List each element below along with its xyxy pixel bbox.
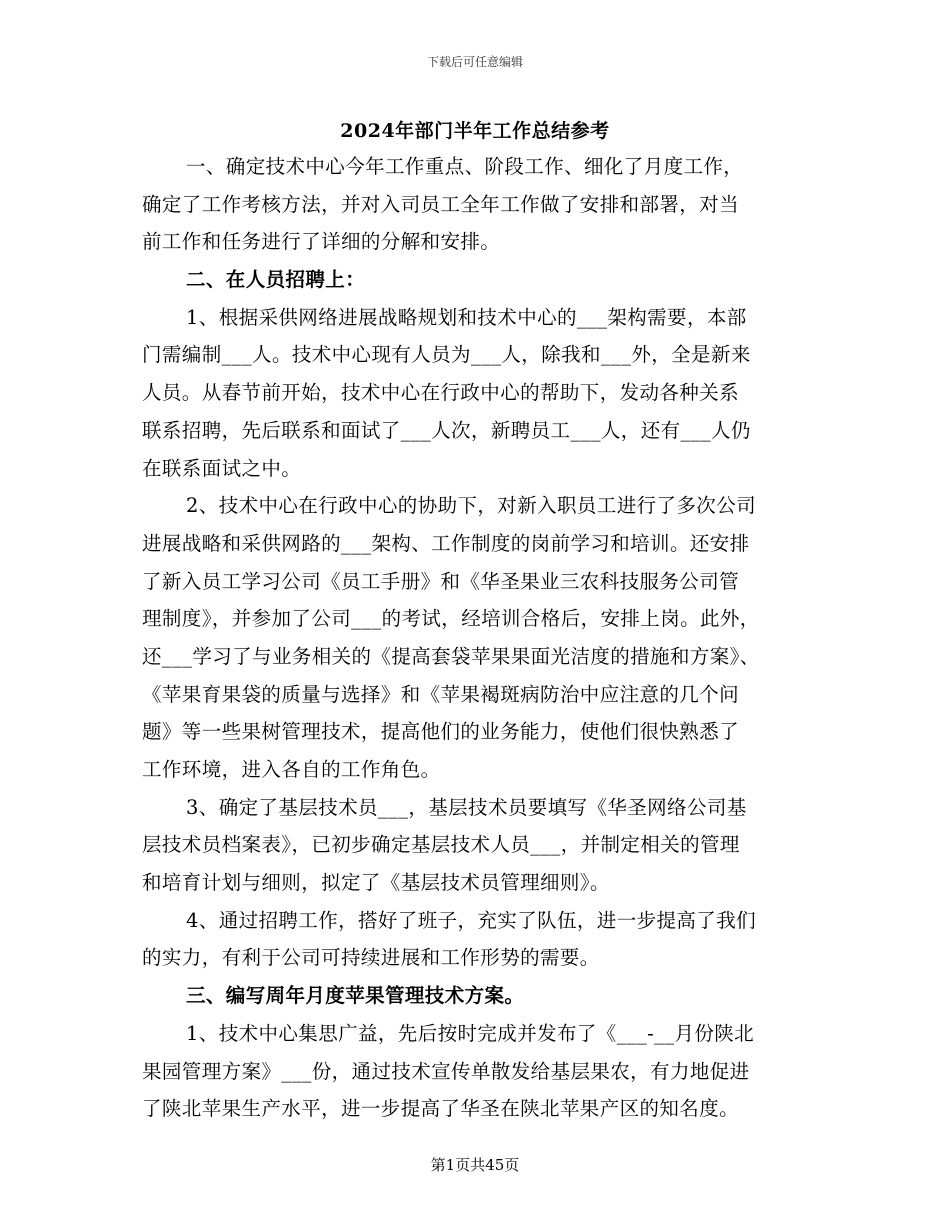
paragraph-line: 的实力，有利于公司可持续进展和工作形势的需要。 (142, 946, 600, 970)
paragraph-line: 1、技术中心集思广益，先后按时完成并发布了《___-__月份陕北 (186, 1021, 755, 1045)
paragraph-line: 前工作和任务进行了详细的分解和安排。 (142, 230, 501, 254)
paragraph-line: 联系招聘，先后联系和面试了___人次，新聘员工___人，还有___人仍 (142, 418, 751, 442)
page-number: 第1页共45页 (430, 1156, 520, 1174)
paragraph-line: 理制度》，并参加了公司___的考试，经培训合格后，安排上岗。此外， (142, 607, 760, 631)
page-header: 下载后可任意编辑 (426, 55, 523, 69)
paragraph-line: 一、确定技术中心今年工作重点、阶段工作、细化了月度工作， (186, 155, 744, 178)
paragraph-line: 工作环境，进入各自的工作角色。 (142, 758, 441, 781)
section-heading: 二、在人员招聘上： (186, 268, 366, 292)
paragraph-line: 人员。从春节前开始，技术中心在行政中心的帮助下，发动各种关系 (142, 381, 740, 405)
section-heading: 三、编写周年月度苹果管理技术方案。 (186, 984, 525, 1008)
paragraph-line: 4、通过招聘工作，搭好了班子，充实了队伍，进一步提高了我们 (186, 908, 757, 932)
paragraph-line: 进展战略和采供网路的___架构、工作制度的岗前学习和培训。还安排 (142, 531, 750, 555)
paragraph-line: 果园管理方案》___份，通过技术宣传单散发给基层果农，有力地促进 (142, 1059, 750, 1083)
paragraph-line: 2、技术中心在行政中心的协助下，对新入职员工进行了多次公司 (186, 494, 757, 518)
paragraph-line: 3、确定了基层技术员___，基层技术员要填写《华圣网络公司基 (186, 795, 747, 819)
paragraph-line: 和培育计划与细则，拟定了《基层技术员管理细则》。 (142, 871, 610, 895)
paragraph-line: 题》等一些果树管理技术，提高他们的业务能力，使他们很快熟悉了 (142, 720, 740, 744)
paragraph-line: 确定了工作考核方法，并对入司员工全年工作做了安排和部署，对当 (142, 192, 740, 216)
paragraph-line: 《苹果育果袋的质量与选择》和《苹果褐斑病防治中应注意的几个问 (142, 682, 740, 706)
paragraph-line: 了新入员工学习公司《员工手册》和《华圣果业三农科技服务公司管 (142, 569, 740, 593)
paragraph-line: 层技术员档案表》，已初步确定基层技术人员___，并制定相关的管理 (142, 833, 740, 857)
document-title: 2024年部门半年工作总结参考 (340, 120, 610, 142)
paragraph-line: 1、根据采供网络进展战略规划和技术中心的___架构需要，本部 (186, 305, 747, 329)
paragraph-line: 在联系面试之中。 (142, 456, 302, 480)
paragraph-line: 了陕北苹果生产水平，进一步提高了华圣在陕北苹果产区的知名度。 (142, 1097, 740, 1121)
document-body (142, 148, 818, 1128)
paragraph-line: 门需编制___人。技术中心现有人员为___人，除我和___外，全是新来 (142, 343, 751, 367)
paragraph-line: 还___学习了与业务相关的《提高套袋苹果果面光洁度的措施和方案》、 (142, 644, 760, 668)
